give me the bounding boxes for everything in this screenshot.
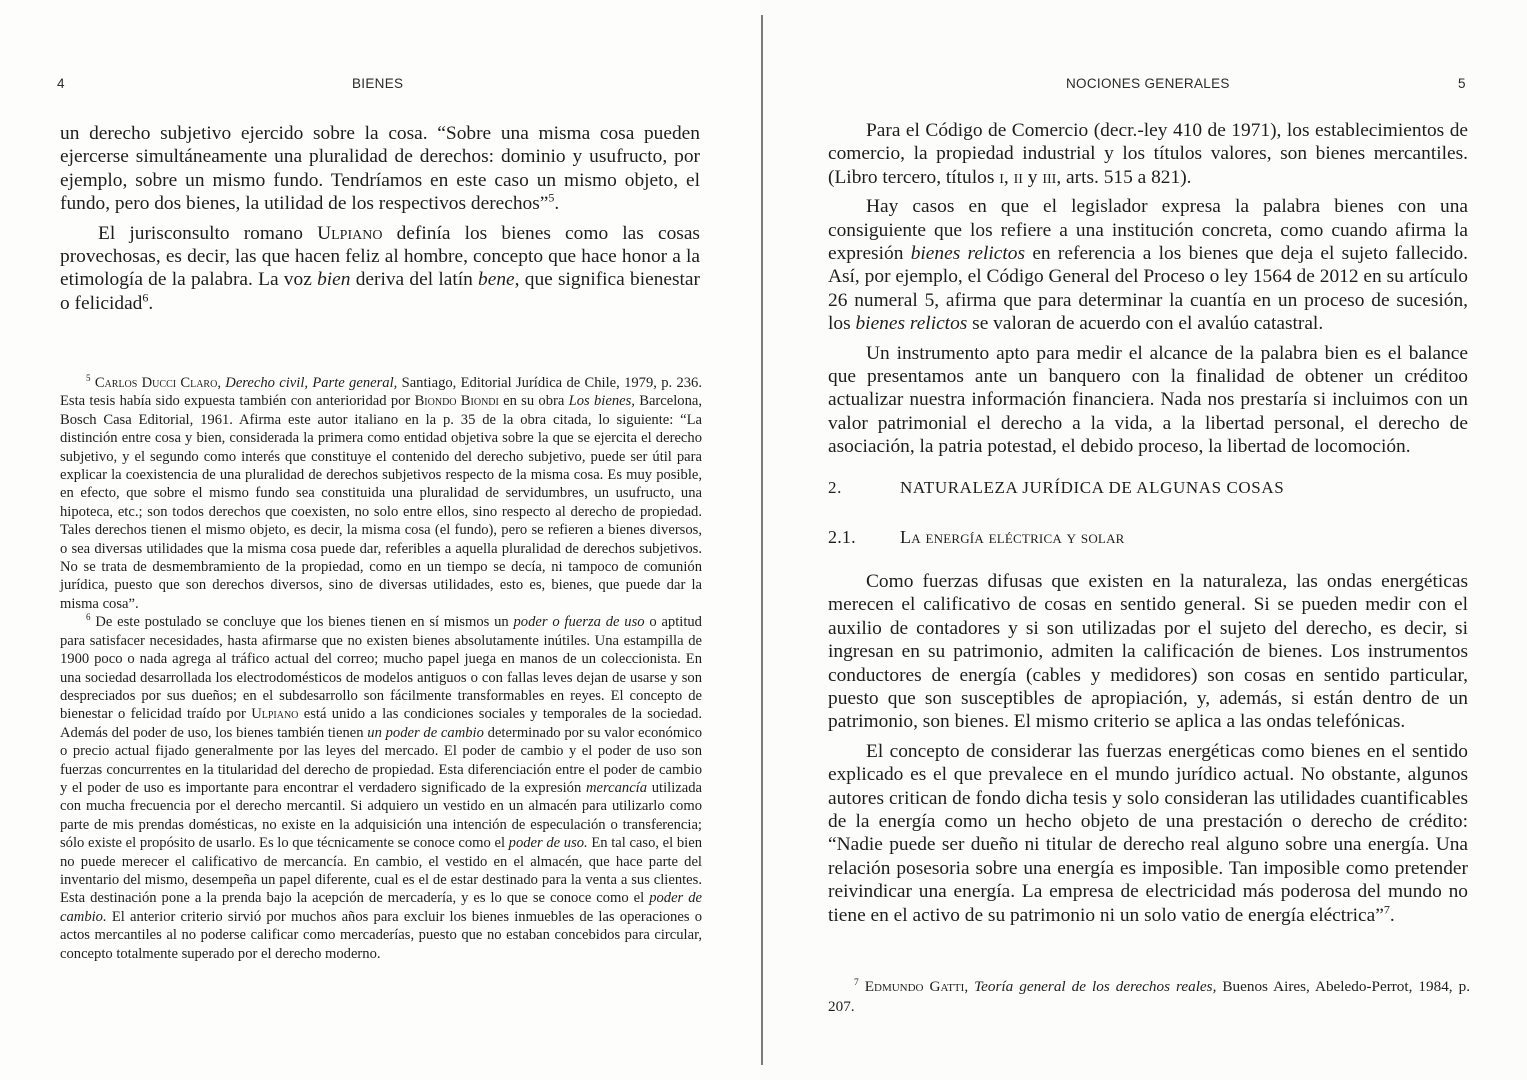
subsection-title: La energía eléctrica y solar <box>900 527 1125 547</box>
small-caps-name: Biondo Biondi <box>414 393 499 410</box>
text-run: El concepto de considerar las fuerzas energéticas como bienes en el sentido explicado es el que prevalece en el mundo jurídico actual. No obstante, algunos autores critican de fondo dicha tesis y solo consideran las utilidades cuantificables de la energía como un hecho objeto de una prestación o derecho de crédito: “Nadie puede ser dueño ni titular de derecho real alguno sobre una energía. Una relación posesoria sobre una energía es imposible. Tan imposible como pretender reivindicar una energía. La empresa de electricidad más poderosa del mundo no tiene en el activo de su patrimonio ni un solo vatio de energía eléctrica” <box>828 740 1468 926</box>
text-run: Como fuerzas difusas que existen en la naturaleza, las ondas energéticas merecen el calificativo de cosas en sentido general. Si se pueden medir con el auxilio de contadores y si son utilizadas por el sujeto del derecho, es decir, si ingresan en su patrimonio, admiten la calificación de bienes. Los instrumentos conductores de energía (cables y medidores) son cosas en sentido particular, puesto que son susceptibles de apropiación, y, además, si están dentro de un patrimonio, son bienes. El mismo criterio se aplica a las ondas telefónicas. <box>828 571 1468 733</box>
italic-text: bienes relictos <box>910 243 1025 265</box>
small-caps-name: Ulpiano <box>251 706 299 723</box>
text-run: Santiago, Editorial Jurídica de Chile, 1979, p. 236. Esta tesis había sido expuesta también con anterioridad por <box>60 375 703 410</box>
small-caps-name: ii <box>1013 166 1023 188</box>
text-run: . <box>554 193 560 215</box>
footnote-5 <box>60 374 702 613</box>
body-text-top <box>828 119 1468 465</box>
page-number: 5 <box>1458 76 1466 91</box>
footnote-marker: 5 <box>86 373 91 384</box>
paragraph <box>60 122 700 216</box>
footnote-marker: 7 <box>1383 902 1390 917</box>
italic-text: poder de cambio. <box>60 890 702 925</box>
page-gutter <box>761 15 763 1065</box>
italic-text: bien <box>317 269 351 291</box>
text-run: Barcelona, Bosch Casa Editorial, 1961. Afirma este autor italiano en la p. 35 de la obra citada, lo siguiente: “La distinción entre cosa y bien, considerada la primera como entidad objetiva sobre la que se ejercita el derecho subjetivo, y el segundo como interés que constituye el contenido del derecho subjetivo, puede ser útil para explicar la coexistencia de una pluralidad de derechos subjetivos respecto de la misma cosa. Es muy posible, en efecto, que sobre el mismo fundo sea constituida una pluralidad de servidumbres, un usufructo, una hipoteca, etc.; son todos derechos que coexisten, no solo entre ellos, sino respecto al derecho de propiedad. Tales derechos tienen el mismo objeto, es decir, la misma cosa (el fundo), pero se refieren a bienes diversos, o sea diversas utilidades que la misma cosa puede dar, referibles a aquella pluralidad de derechos subjetivos. No se trata de desmembramiento de la propiedad, como en un tiempo se decía, ni tampoco de comunión jurídica, puesto que son derechos diversos, sino de diversas utilidades, esto es, bienes, que puede dar la misma cosa”. <box>60 393 703 612</box>
right-page <box>770 0 1527 1080</box>
text-run: en su obra <box>498 393 569 410</box>
small-caps-name: i <box>999 166 1004 188</box>
text-run: Un instrumento apto para medir el alcance de la palabra bien es el balance que presentamos ante un banquero con la finalidad de obtener un créditoo actualizar nuestra información financiera. Nada nos prestaría si incluimos con un valor patrimonial el derecho a la vida, a la libertad personal, el derecho de asociación, la patria potestad, el debido proceso, la libertad de locomoción. <box>828 342 1468 458</box>
italic-text: poder de uso. <box>508 835 588 852</box>
text-run: , <box>217 375 226 391</box>
paragraph <box>60 222 700 316</box>
text-run: De este postulado se concluye que los bienes tienen en sí mismos un <box>90 614 514 631</box>
text-run: . <box>148 292 154 314</box>
subsection-number: 2.1. <box>828 527 856 547</box>
section-heading <box>828 478 1284 498</box>
text-run: , arts. 515 a 821). <box>1056 166 1192 188</box>
text-run: en referencia a los bienes que deja el sujeto fallecido. Así, por ejemplo, el Código General del Proceso o ley 1564 de 2012 en su artículo 26 numeral 5, afirma que para determinar la cuantía en un proceso de sucesión, los <box>828 243 1468 335</box>
body-text-bottom <box>828 570 1468 933</box>
running-head: BIENES <box>352 76 404 91</box>
paragraph <box>828 119 1468 189</box>
text-run: se valoran de acuerdo con el avalúo catastral. <box>967 313 1324 335</box>
italic-text: Los bienes, <box>568 393 635 410</box>
text-run: está unido a las condiciones sociales y temporales de la sociedad. Además del poder de uso, los bienes también tienen <box>60 706 702 741</box>
running-head: NOCIONES GENERALES <box>1066 76 1230 91</box>
italic-text: un poder de cambio <box>367 724 484 741</box>
italic-text: poder o fuerza de uso <box>513 614 645 631</box>
footnote-marker: 6 <box>142 290 149 305</box>
text-run: Para el Código de Comercio (decr.-ley 410 de 1971), los establecimientos de comercio, la propiedad industrial y los títulos valores, son bienes mercantiles. (Libro tercero, títulos <box>828 120 1468 188</box>
footnote-marker: 7 <box>854 977 859 988</box>
footnote-6 <box>60 613 702 963</box>
footnote-marker: 6 <box>86 612 91 623</box>
section-number: 2. <box>828 478 842 497</box>
text-run: determinado por su valor económico o precio actual fijado generalmente por las leyes del mercado. El poder de cambio y el poder de uso son fuerzas concurrentes en la titularidad del derecho de propiedad. Esta diferenciación entre el poder de cambio y el poder de uso es importante para encontrar el verdadero significado de la expresión <box>60 724 703 796</box>
text-run: , que significa bienestar o felicidad <box>60 269 700 314</box>
paragraph <box>828 342 1468 459</box>
text-run: , <box>964 978 975 995</box>
small-caps-name: Edmundo Gatti <box>864 978 965 995</box>
text-run: y <box>1022 166 1043 188</box>
text-run: Hay casos en que el legislador expresa la palabra bienes con una consiguiente que los refiere a una institución concreta, como cuando afirma la expresión <box>828 196 1468 265</box>
text-run: utilizada con mucha frecuencia por el derecho mercantil. Si adquiero un vestido en un almacén para utilizarlo como parte de mis prendas domésticas, no existe en la adquisición una intención de especulación o transferencia; sólo existe el propósito de usarlo. Es lo que técnicamente se conoce como el <box>60 779 702 852</box>
footnote-marker: 5 <box>548 190 555 205</box>
text-run: , Buenos Aires, Abeledo-Perrot, 1984, p. 207. <box>828 978 1471 1015</box>
text-run: definía los bienes como las cosas provechosas, es decir, las que hacen feliz al hombre, concepto que hace honor a la etimología de la palabra. La voz <box>60 222 700 291</box>
text-run: . <box>1389 904 1395 926</box>
text-run: El anterior criterio sirvió por muchos años para excluir los bienes inmuebles de las operaciones o actos mercantiles al no poderse calificar como mercaderías, puesto que no estaban concebidos para circular, concepto totalmente superado por el derecho moderno. <box>60 908 702 962</box>
small-caps-name: Carlos Ducci Claro <box>94 375 218 391</box>
small-caps-name: Ulpiano <box>317 222 383 244</box>
footnote-7 <box>828 977 1470 1017</box>
text-run: En tal caso, el bien no puede merecer el calificativo de mercancía. En cambio, el vestido en el almacén, que hace parte del inventario del mismo, desempeña un papel diferente, cual es el de estar destinado para la venta a sus clientes. Esta destinación pone a la prenda bajo la acepción de mercadería, y es lo que se conoce como el <box>60 835 702 907</box>
text-run: o aptitud para satisfacer necesidades, hasta afirmarse que no existen bienes absolutamente inútiles. Una estampilla de 1900 poco o nada agrega al tráfico actual del correo; mucho papel juega en manos de un coleccionista. En una sociedad desarrollada los electrodomésticos de modelos antiguos o con fallas leves dejan de usarse y son despreciados por sus dueños; en el subdesarrollo son fácilmente transformables en reyes. El concepto de bienestar o felicidad traído por <box>60 614 702 723</box>
section-title: NATURALEZA JURÍDICA DE ALGUNAS COSAS <box>900 478 1285 497</box>
italic-text: bene <box>478 269 515 291</box>
italic-text: Teoría general de los derechos reales <box>974 978 1213 995</box>
footnotes <box>828 977 1470 1017</box>
text-run: El jurisconsulto romano <box>98 222 318 244</box>
page-number: 4 <box>57 76 65 91</box>
italic-text: Derecho civil, Parte general, <box>225 375 398 391</box>
paragraph <box>828 570 1468 734</box>
small-caps-name: iii <box>1042 166 1057 188</box>
body-text <box>60 122 700 321</box>
text-run: , <box>1003 166 1014 188</box>
paragraph <box>828 740 1468 927</box>
text-run: deriva del latín <box>350 269 479 291</box>
subsection-heading <box>828 527 1125 548</box>
footnotes <box>60 374 702 963</box>
left-page <box>0 0 760 1080</box>
paragraph <box>828 195 1468 335</box>
italic-text: mercancía <box>585 779 648 796</box>
italic-text: bienes relictos <box>855 313 968 335</box>
text-run: un derecho subjetivo ejercido sobre la cosa. “Sobre una misma cosa pueden ejercerse simultáneamente una pluralidad de derechos: dominio y usufructo, por ejemplo, sobre un mismo fundo. Tendríamos en este caso un mismo objeto, el fundo, pero dos bienes, la utilidad de los respectivos derechos” <box>60 123 700 215</box>
